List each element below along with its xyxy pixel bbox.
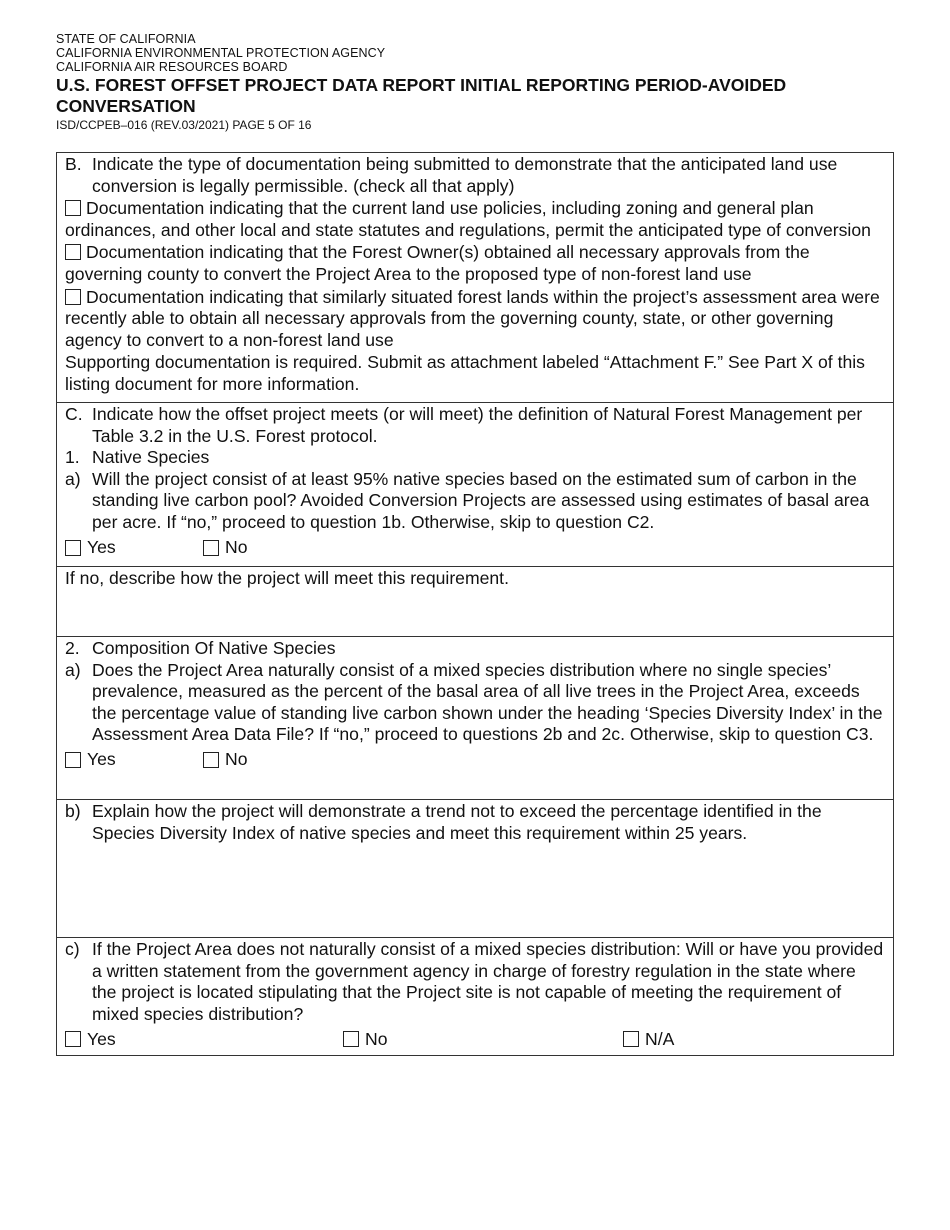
q2c-na-checkbox[interactable]	[623, 1031, 639, 1047]
zoning-checkbox[interactable]	[65, 200, 81, 216]
q2c-yes-checkbox[interactable]	[65, 1031, 81, 1047]
q2-heading	[65, 638, 885, 660]
q1a-label: a)	[65, 468, 81, 489]
q1a-text: Will the project consist of at least 95% native species based on the estimated sum of carbon in the standing live carbon pool? Avoided Conversion Projects are assessed using estimates of basal area per acre. If “no,” proceed to question 1b. Otherwise, skip to question C2.	[92, 468, 870, 532]
zoning-option-text: Documentation indicating that the current land use policies, including zoning and general plan ordinances, and other local and state statutes and regulations, permit the anticipated type of conversion	[65, 198, 871, 240]
q2a-options	[65, 748, 885, 772]
q2c-no-checkbox[interactable]	[343, 1031, 359, 1047]
doc-option-similar-lands	[65, 287, 885, 352]
q2c-na-label: N/A	[645, 1028, 675, 1049]
form-table	[56, 152, 894, 1056]
q2a-yes-label: Yes	[87, 749, 116, 770]
q2a-no-label: No	[225, 749, 248, 770]
supporting-doc-note: Supporting documentation is required. Submit as attachment labeled “Attachment F.” See Part X of this listing document for more information.	[65, 352, 865, 394]
section-c-q2c	[57, 937, 893, 1055]
q2b-question	[65, 801, 885, 844]
q2a-yes-option[interactable]	[65, 749, 203, 771]
section-c-q1	[57, 402, 893, 566]
form-header	[56, 32, 916, 132]
state-line: STATE OF CALIFORNIA	[56, 32, 196, 46]
form-number: ISD/CCPEB–016 (REV.03/2021) PAGE 5 OF 16	[56, 118, 312, 132]
q1a-yes-checkbox[interactable]	[65, 540, 81, 556]
q2a-yes-checkbox[interactable]	[65, 752, 81, 768]
q1a-no-option[interactable]	[203, 537, 248, 559]
q1a-yes-option[interactable]	[65, 537, 203, 559]
board-line: CALIFORNIA AIR RESOURCES BOARD	[56, 60, 288, 74]
q1a-no-label: No	[225, 536, 248, 557]
q2c-na-option[interactable]	[623, 1029, 674, 1051]
county-approvals-option-text: Documentation indicating that the Forest Owner(s) obtained all necessary approvals from the governing county to convert the Project Area to the proposed type of non-forest land use	[65, 242, 810, 284]
q1a-yes-label: Yes	[87, 536, 116, 557]
q1a-no-checkbox[interactable]	[203, 540, 219, 556]
section-c-question	[65, 404, 885, 447]
q1a-options	[65, 536, 885, 560]
q1-if-no-field[interactable]	[57, 566, 893, 636]
q2c-yes-option[interactable]	[65, 1029, 343, 1051]
section-c-q2a	[57, 636, 893, 799]
q2a-label: a)	[65, 659, 81, 680]
section-c-label: C.	[65, 404, 83, 424]
section-b-text: Indicate the type of documentation being submitted to demonstrate that the anticipated land use conversion is legally permissible. (check all that apply)	[92, 154, 838, 196]
q2a-text: Does the Project Area naturally consist of a mixed species distribution where no single species’ prevalence, measured as the percent of the basal area of all live trees in the Project Area, exceeds the percentage value of standing live carbon shown under the heading ‘Species Diversity Index’ in the Assessment Area Data File? If “no,” proceed to questions 2b and 2c. Otherwise, skip to question C3.	[92, 659, 883, 745]
q1a-question	[65, 469, 885, 534]
section-b-label: B.	[65, 154, 82, 174]
q1-heading	[65, 447, 885, 469]
q1-label: 1.	[65, 447, 80, 468]
county-approvals-checkbox[interactable]	[65, 244, 81, 260]
agency-line: CALIFORNIA ENVIRONMENTAL PROTECTION AGENCY	[56, 46, 386, 60]
q2c-options	[65, 1027, 885, 1051]
doc-option-zoning	[65, 198, 885, 241]
similar-lands-checkbox[interactable]	[65, 289, 81, 305]
q2c-yes-label: Yes	[87, 1028, 116, 1049]
q2a-question	[65, 660, 885, 746]
q1-if-no-prompt: If no, describe how the project will meet this requirement.	[65, 568, 509, 588]
q2c-no-option[interactable]	[343, 1029, 623, 1051]
q2c-question	[65, 939, 885, 1025]
similar-lands-option-text: Documentation indicating that similarly situated forest lands within the project’s assessment area were recently able to obtain all necessary approvals from the governing county, state, or other governing agency to convert to a non-forest land use	[65, 286, 880, 350]
section-b-question	[65, 154, 885, 197]
q2c-no-label: No	[365, 1028, 388, 1049]
q2-title: Composition Of Native Species	[92, 638, 336, 658]
q2c-text: If the Project Area does not naturally consist of a mixed species distribution: Will or have you provided a written statement from the government agency in charge of forestry regulation in the state where the project is located stipulating that the Project site is not capable of meeting the requirement of mixed species distribution?	[92, 939, 884, 1024]
q1-title: Native Species	[92, 447, 210, 468]
q2b-text: Explain how the project will demonstrate a trend not to exceed the percentage identified in the Species Diversity Index of native species and meet this requirement within 25 years.	[92, 801, 822, 843]
q2a-no-checkbox[interactable]	[203, 752, 219, 768]
section-b	[57, 153, 893, 402]
doc-option-county-approvals	[65, 242, 885, 285]
section-c-text: Indicate how the offset project meets (or will meet) the definition of Natural Forest Management per Table 3.2 in the U.S. Forest protocol.	[92, 404, 863, 446]
form-title: U.S. FOREST OFFSET PROJECT DATA REPORT INITIAL REPORTING PERIOD-AVOIDED CONVERSATION	[56, 75, 787, 116]
q2a-no-option[interactable]	[203, 749, 248, 771]
section-c-q2b[interactable]	[57, 799, 893, 937]
q2c-label: c)	[65, 939, 80, 959]
q2b-label: b)	[65, 801, 81, 821]
q2-label: 2.	[65, 638, 80, 658]
